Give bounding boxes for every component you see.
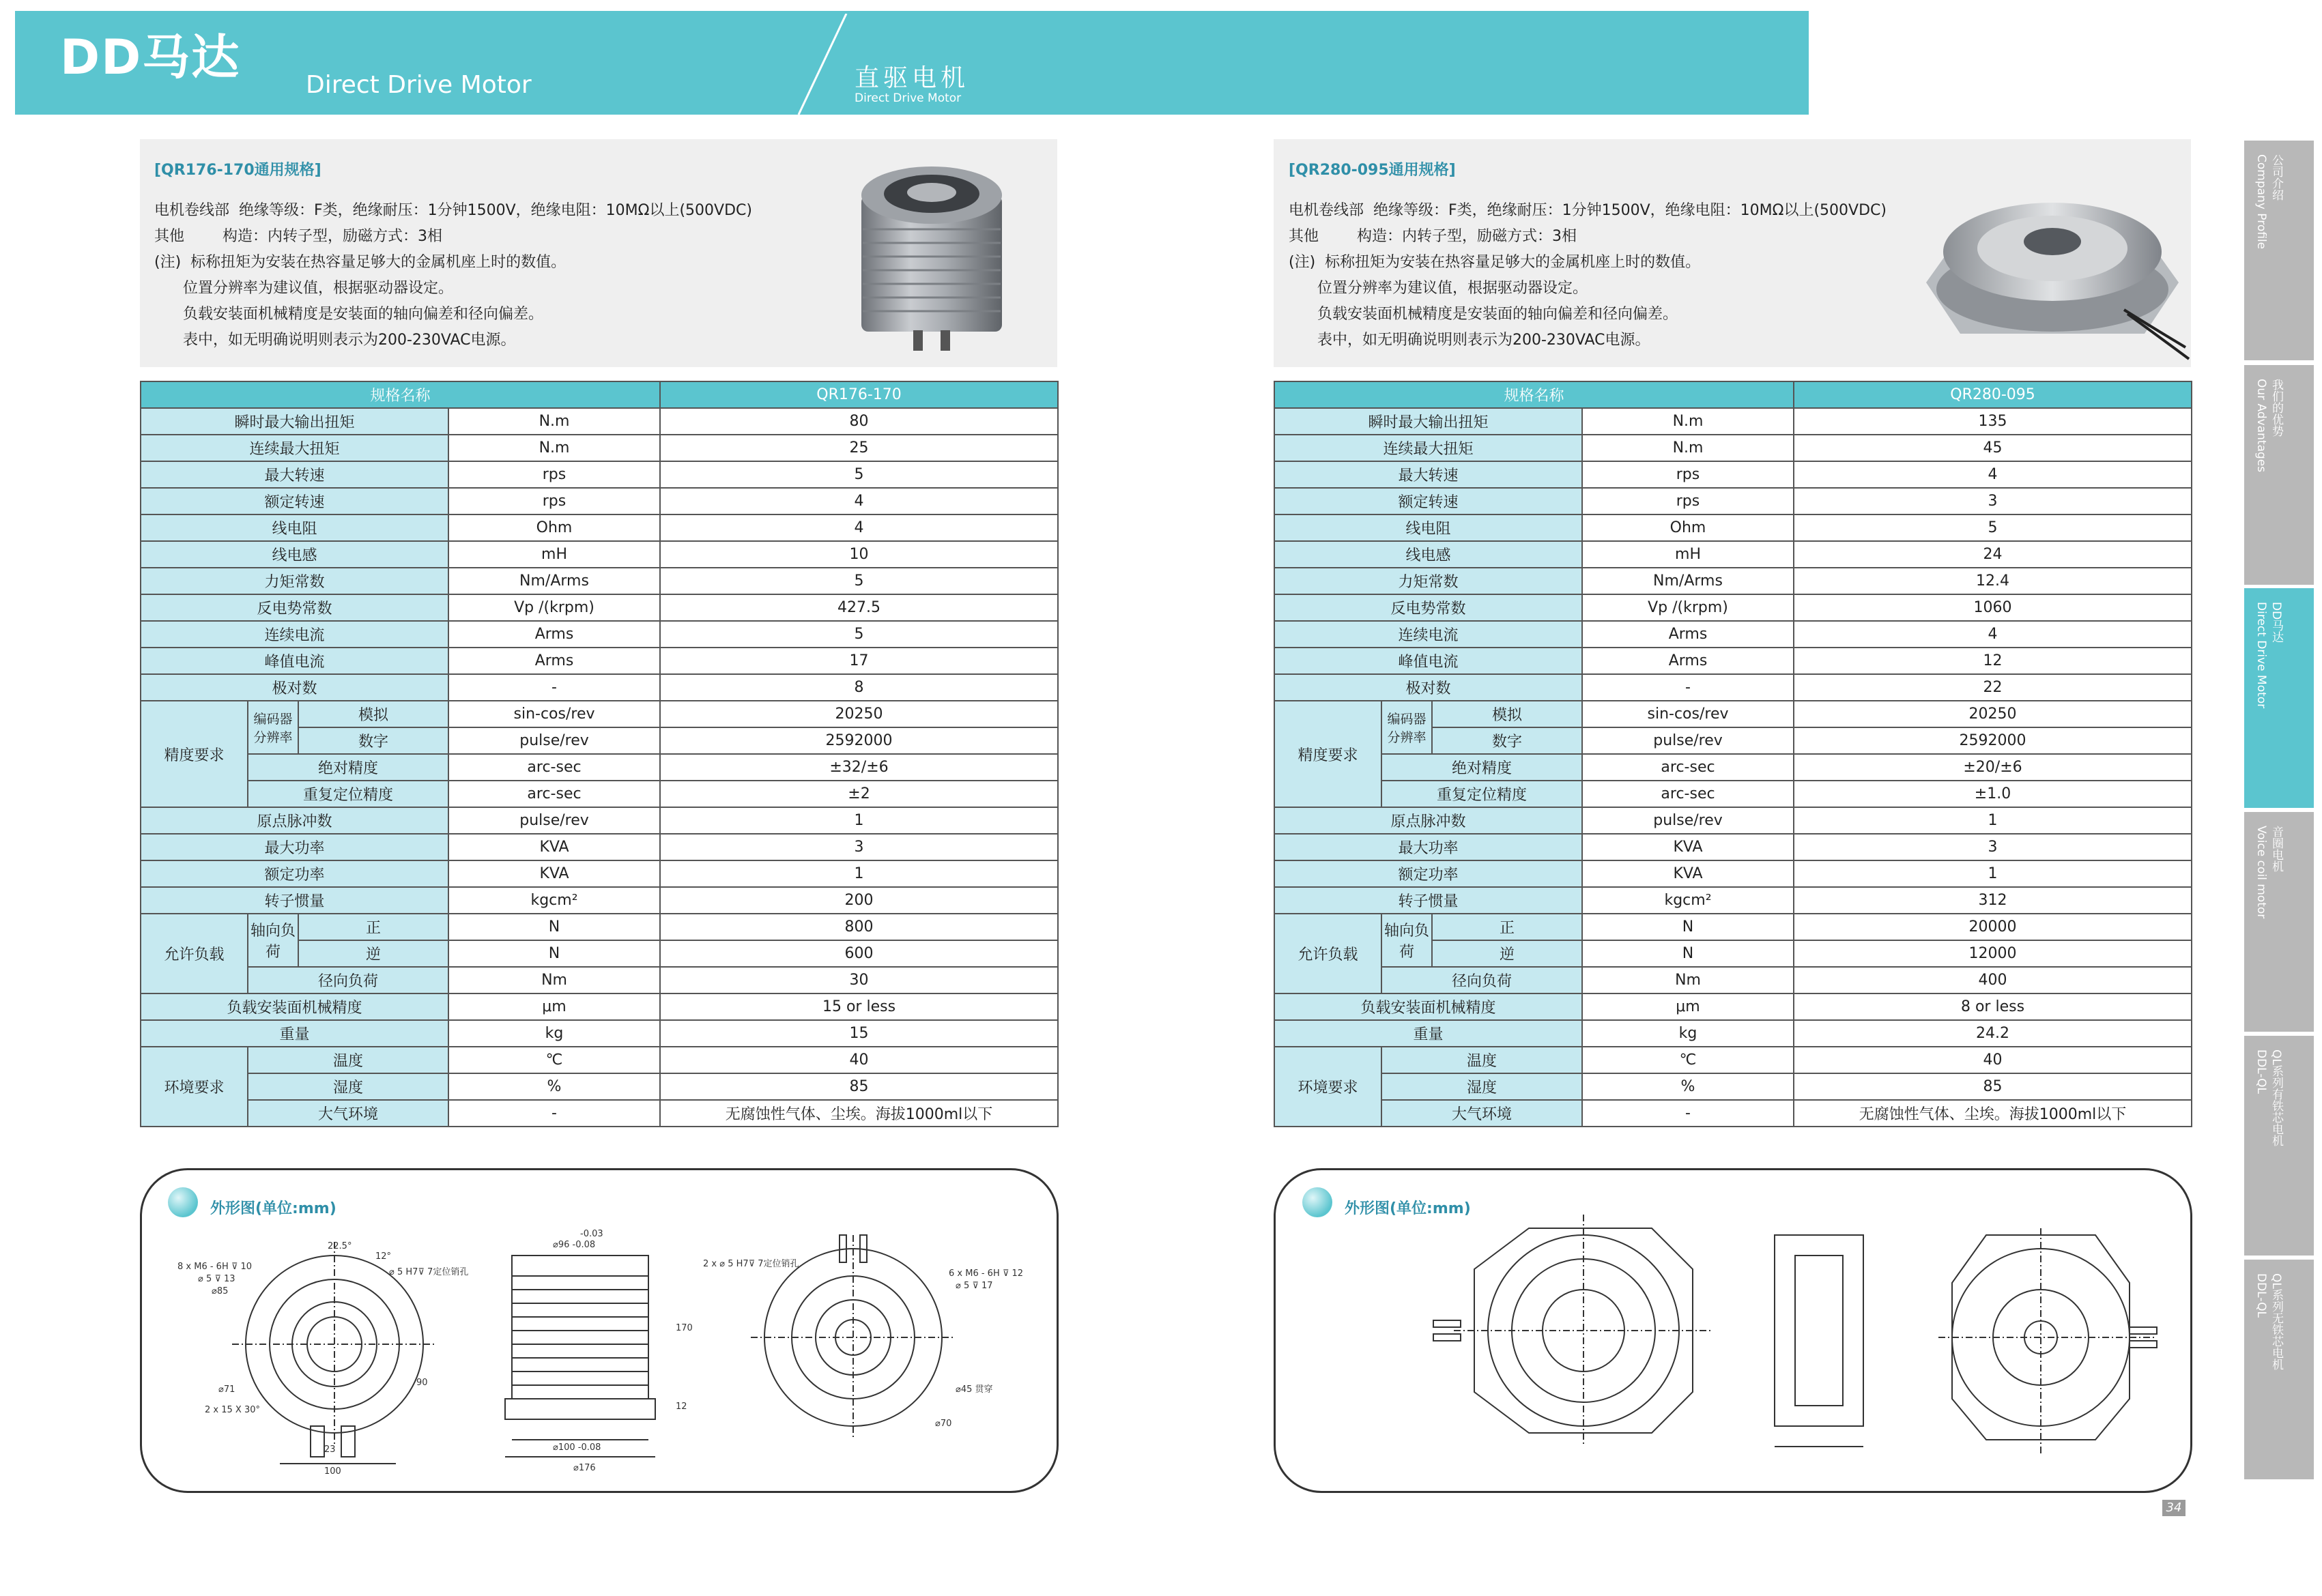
left-spec-title: [QR176-170通用规格]	[154, 162, 321, 179]
row-value: 400	[1794, 967, 2192, 993]
right-spec-notes	[1289, 198, 1887, 353]
row-value: 85	[660, 1073, 1058, 1100]
row-unit: arc-sec	[1582, 781, 1794, 807]
left-spec-table	[140, 381, 1059, 1127]
row-value: 25	[660, 435, 1058, 461]
row-unit: pulse/rev	[1582, 807, 1794, 834]
table-header-model: QR280-095	[1794, 381, 2192, 408]
row-label: 径向负荷	[1381, 967, 1582, 993]
row-unit: Arms	[448, 648, 660, 674]
dim-label: 170	[676, 1323, 693, 1333]
row-value: 4	[1794, 461, 2192, 488]
dim-label: 100	[324, 1466, 341, 1474]
row-label: 负载安装面机械精度	[1274, 993, 1582, 1020]
bubble-icon	[168, 1187, 198, 1217]
row-label: 大气环境	[248, 1100, 448, 1127]
row-value: ±32/±6	[660, 754, 1058, 781]
row-unit: μm	[448, 993, 660, 1020]
table-header-name: 规格名称	[141, 381, 660, 408]
row-unit: Nm/Arms	[448, 568, 660, 594]
row-value: 1	[1794, 807, 2192, 834]
dim-label: ⌀ 5 ⊽ 17	[956, 1281, 993, 1291]
row-label: 负载安装面机械精度	[141, 993, 448, 1020]
row-label: 峰值电流	[1274, 648, 1582, 674]
sub-group-label: 轴向负荷	[248, 914, 298, 967]
row-unit: kgcm²	[448, 887, 660, 914]
section-subtitle: Direct Drive Motor	[855, 91, 962, 105]
row-value: 45	[1794, 435, 2192, 461]
row-unit: Arms	[1582, 648, 1794, 674]
side-tab-our-advantages[interactable]	[2244, 365, 2314, 585]
row-value: 200	[660, 887, 1058, 914]
row-unit: arc-sec	[448, 781, 660, 807]
sub-group-label: 编码器分辨率	[248, 701, 298, 754]
row-label: 重量	[141, 1020, 448, 1047]
spec-line: 表中，如无明确说明则表示为200-230VAC电源。	[1289, 332, 1650, 349]
left-spec-notes	[154, 198, 752, 353]
spec-line: 负载安装面机械精度是安装面的轴向偏差和径向偏差。	[154, 306, 543, 323]
sub-group-label: 编码器分辨率	[1381, 701, 1432, 754]
row-unit: Arms	[448, 621, 660, 648]
row-value: 无腐蚀性气体、尘埃。海拔1000ml以下	[660, 1100, 1058, 1127]
sub-group-label: 轴向负荷	[1381, 914, 1432, 967]
row-unit: ℃	[1582, 1047, 1794, 1073]
side-tab-en: Direct Drive Motor	[2254, 602, 2268, 709]
row-value: 1060	[1794, 594, 2192, 621]
dim-label: 22.5°	[328, 1241, 352, 1251]
row-unit: kgcm²	[1582, 887, 1794, 914]
row-label: 重复定位精度	[1381, 781, 1582, 807]
row-label: 正	[1432, 914, 1582, 940]
row-label: 反电势常数	[1274, 594, 1582, 621]
left-drawing-label: 外形图(单位:mm)	[210, 1200, 336, 1217]
group-label: 环境要求	[141, 1047, 248, 1127]
side-tab-cn: QL系列无铁芯电机	[2269, 1273, 2283, 1370]
row-unit: Nm	[1582, 967, 1794, 993]
row-value: 12.4	[1794, 568, 2192, 594]
row-unit: rps	[1582, 488, 1794, 514]
row-label: 重复定位精度	[248, 781, 448, 807]
group-label: 精度要求	[141, 701, 248, 807]
dim-label: ⌀45 贯穿	[956, 1384, 993, 1395]
row-unit: kg	[448, 1020, 660, 1047]
row-label: 反电势常数	[141, 594, 448, 621]
section-title: 直驱电机	[855, 64, 970, 92]
row-unit: KVA	[1582, 834, 1794, 860]
row-unit: -	[448, 674, 660, 701]
row-label: 额定功率	[141, 860, 448, 887]
dim-label: 90	[416, 1378, 428, 1388]
row-value: 15	[660, 1020, 1058, 1047]
row-unit: Ohm	[1582, 514, 1794, 541]
row-value: 40	[660, 1047, 1058, 1073]
row-label: 模拟	[1432, 701, 1582, 727]
header-divider	[792, 14, 853, 116]
row-unit: -	[1582, 1100, 1794, 1127]
row-label: 逆	[1432, 940, 1582, 967]
dim-label: ⌀ 5 ⊽ 13	[198, 1274, 235, 1284]
row-label: 线电感	[141, 541, 448, 568]
row-value: 22	[1794, 674, 2192, 701]
side-tab-ddl-ql-iron[interactable]	[2244, 1036, 2314, 1256]
row-value: 4	[660, 514, 1058, 541]
dim-label: 8 x M6 - 6H ⊽ 10	[177, 1262, 253, 1272]
side-tab-cn: 我们的优势	[2269, 379, 2283, 437]
row-value: 85	[1794, 1073, 2192, 1100]
bubble-icon	[1302, 1187, 1332, 1217]
row-value: 312	[1794, 887, 2192, 914]
spec-line: 电机卷线部 绝缘等级：F类，绝缘耐压：1分钟1500V，绝缘电阻：10MΩ以上(500VDC)	[154, 202, 752, 219]
row-label: 力矩常数	[1274, 568, 1582, 594]
row-label: 连续最大扭矩	[141, 435, 448, 461]
dim-label: ⌀70	[935, 1419, 952, 1429]
right-spec-title: [QR280-095通用规格]	[1289, 162, 1456, 179]
spec-line: 负载安装面机械精度是安装面的轴向偏差和径向偏差。	[1289, 306, 1678, 323]
row-label: 正	[298, 914, 448, 940]
row-unit: N.m	[1582, 408, 1794, 435]
row-unit: mH	[1582, 541, 1794, 568]
spec-line: 位置分辨率为建议值，根据驱动器设定。	[154, 280, 453, 297]
row-unit: sin-cos/rev	[1582, 701, 1794, 727]
row-value: ±1.0	[1794, 781, 2192, 807]
row-unit: KVA	[1582, 860, 1794, 887]
row-value: 12000	[1794, 940, 2192, 967]
row-unit: kg	[1582, 1020, 1794, 1047]
row-value: 800	[660, 914, 1058, 940]
row-value: 2592000	[660, 727, 1058, 754]
row-unit: KVA	[448, 860, 660, 887]
left-technical-drawing	[171, 1221, 1031, 1474]
dim-label: 12	[676, 1402, 687, 1412]
group-label: 精度要求	[1274, 701, 1381, 807]
row-unit: pulse/rev	[448, 807, 660, 834]
side-tab-company-profile[interactable]	[2244, 141, 2314, 360]
table-header-name: 规格名称	[1274, 381, 1794, 408]
row-unit: N	[1582, 914, 1794, 940]
spec-line: 位置分辨率为建议值，根据驱动器设定。	[1289, 280, 1588, 297]
row-unit: Nm	[448, 967, 660, 993]
row-label: 线电感	[1274, 541, 1582, 568]
row-value: 2592000	[1794, 727, 2192, 754]
dim-label: ⌀100 -0.08	[553, 1442, 601, 1453]
group-label: 允许负载	[141, 914, 248, 993]
row-value: 20000	[1794, 914, 2192, 940]
row-label: 最大转速	[1274, 461, 1582, 488]
row-value: 5	[660, 621, 1058, 648]
side-tab-en: Our Advantages	[2254, 379, 2268, 473]
row-value: 20250	[660, 701, 1058, 727]
row-label: 最大转速	[141, 461, 448, 488]
row-value: 5	[1794, 514, 2192, 541]
dim-label: ⌀71	[218, 1384, 235, 1395]
spec-line: 电机卷线部 绝缘等级：F类，绝缘耐压：1分钟1500V，绝缘电阻：10MΩ以上(500VDC)	[1289, 202, 1887, 219]
row-value: 4	[1794, 621, 2192, 648]
row-label: 瞬时最大输出扭矩	[1274, 408, 1582, 435]
dim-label: 2 x ⌀ 5 H7⊽ 7定位销孔	[703, 1259, 799, 1269]
row-unit: Vp /(krpm)	[1582, 594, 1794, 621]
page-number: 34	[2162, 1500, 2185, 1516]
row-value: 12	[1794, 648, 2192, 674]
side-tab-direct-drive-motor[interactable]	[2244, 588, 2314, 808]
row-label: 线电阻	[141, 514, 448, 541]
row-value: ±20/±6	[1794, 754, 2192, 781]
row-unit: mH	[448, 541, 660, 568]
dim-label: -0.03	[580, 1229, 603, 1239]
row-unit: N	[448, 914, 660, 940]
row-label: 额定转速	[141, 488, 448, 514]
row-value: 1	[660, 807, 1058, 834]
row-value: 5	[660, 461, 1058, 488]
row-value: 4	[660, 488, 1058, 514]
table-header-model: QR176-170	[660, 381, 1058, 408]
dim-label: ⌀176	[573, 1463, 596, 1473]
page-subtitle: Direct Drive Motor	[306, 71, 532, 99]
row-value: 1	[1794, 860, 2192, 887]
row-label: 重量	[1274, 1020, 1582, 1047]
row-label: 逆	[298, 940, 448, 967]
row-value: 5	[660, 568, 1058, 594]
row-value: 40	[1794, 1047, 2192, 1073]
row-unit: μm	[1582, 993, 1794, 1020]
dim-label: ⌀85	[212, 1286, 229, 1296]
row-label: 绝对精度	[1381, 754, 1582, 781]
group-label: 环境要求	[1274, 1047, 1381, 1127]
side-tab-ddl-ql-ironless[interactable]	[2244, 1260, 2314, 1479]
row-value: ±2	[660, 781, 1058, 807]
row-label: 原点脉冲数	[1274, 807, 1582, 834]
row-label: 大气环境	[1381, 1100, 1582, 1127]
spec-line: 其他 构造：内转子型，励磁方式：3相	[154, 228, 442, 245]
row-value: 10	[660, 541, 1058, 568]
row-label: 绝对精度	[248, 754, 448, 781]
row-unit: rps	[448, 488, 660, 514]
row-label: 连续最大扭矩	[1274, 435, 1582, 461]
row-label: 线电阻	[1274, 514, 1582, 541]
row-unit: pulse/rev	[448, 727, 660, 754]
right-technical-drawing	[1392, 1201, 2170, 1474]
row-label: 转子惯量	[1274, 887, 1582, 914]
row-unit: sin-cos/rev	[448, 701, 660, 727]
row-label: 数字	[1432, 727, 1582, 754]
row-value: 15 or less	[660, 993, 1058, 1020]
row-label: 数字	[298, 727, 448, 754]
row-value: 无腐蚀性气体、尘埃。海拔1000ml以下	[1794, 1100, 2192, 1127]
row-label: 连续电流	[141, 621, 448, 648]
row-unit: arc-sec	[1582, 754, 1794, 781]
row-label: 瞬时最大输出扭矩	[141, 408, 448, 435]
row-unit: pulse/rev	[1582, 727, 1794, 754]
motor-photo-qr176	[853, 154, 1010, 359]
dim-label: 6 x M6 - 6H ⊽ 12	[949, 1268, 1024, 1279]
side-tab-en: Voice coil motor	[2254, 826, 2268, 919]
row-unit: rps	[448, 461, 660, 488]
row-value: 3	[660, 834, 1058, 860]
row-label: 最大功率	[1274, 834, 1582, 860]
row-label: 湿度	[248, 1073, 448, 1100]
row-label: 转子惯量	[141, 887, 448, 914]
side-tab-cn: DD马达	[2269, 602, 2283, 643]
row-value: 80	[660, 408, 1058, 435]
dim-label: 23	[324, 1445, 336, 1455]
row-value: 30	[660, 967, 1058, 993]
row-label: 最大功率	[141, 834, 448, 860]
row-value: 1	[660, 860, 1058, 887]
row-label: 额定功率	[1274, 860, 1582, 887]
group-label: 允许负载	[1274, 914, 1381, 993]
row-unit: arc-sec	[448, 754, 660, 781]
row-label: 径向负荷	[248, 967, 448, 993]
row-label: 极对数	[141, 674, 448, 701]
side-tab-en: DDL-QL	[2254, 1273, 2268, 1318]
dim-label: 12°	[375, 1251, 392, 1262]
row-unit: N.m	[448, 408, 660, 435]
row-label: 峰值电流	[141, 648, 448, 674]
row-unit: N.m	[1582, 435, 1794, 461]
motor-photo-qr280	[1919, 180, 2192, 364]
side-tab-cn: QL系列有铁芯电机	[2269, 1049, 2283, 1146]
side-tab-en: Company Profile	[2254, 154, 2268, 250]
side-tab-voice-coil-motor[interactable]	[2244, 812, 2314, 1032]
dim-label: ⌀ 5 H7⊽ 7定位销孔	[389, 1267, 469, 1277]
row-value: 427.5	[660, 594, 1058, 621]
row-label: 原点脉冲数	[141, 807, 448, 834]
row-label: 模拟	[298, 701, 448, 727]
side-tab-en: DDL-QL	[2254, 1049, 2268, 1094]
row-label: 额定转速	[1274, 488, 1582, 514]
spec-line: 其他 构造：内转子型，励磁方式：3相	[1289, 228, 1577, 245]
row-value: 20250	[1794, 701, 2192, 727]
row-value: 3	[1794, 488, 2192, 514]
row-value: 600	[660, 940, 1058, 967]
row-unit: -	[1582, 674, 1794, 701]
row-unit: ℃	[448, 1047, 660, 1073]
row-unit: Nm/Arms	[1582, 568, 1794, 594]
row-unit: Arms	[1582, 621, 1794, 648]
dim-label: 2 x 15 X 30°	[205, 1405, 260, 1415]
row-unit: N	[448, 940, 660, 967]
side-tab-cn: 公司介绍	[2269, 154, 2283, 201]
row-unit: Ohm	[448, 514, 660, 541]
row-unit: KVA	[448, 834, 660, 860]
row-unit: %	[448, 1073, 660, 1100]
row-unit: -	[448, 1100, 660, 1127]
row-label: 温度	[1381, 1047, 1582, 1073]
row-label: 温度	[248, 1047, 448, 1073]
spec-line: (注) 标称扭矩为安装在热容量足够大的金属机座上时的数值。	[154, 254, 567, 271]
row-unit: rps	[1582, 461, 1794, 488]
row-value: 8	[660, 674, 1058, 701]
row-value: 3	[1794, 834, 2192, 860]
row-value: 8 or less	[1794, 993, 2192, 1020]
row-value: 24	[1794, 541, 2192, 568]
row-label: 连续电流	[1274, 621, 1582, 648]
row-unit: %	[1582, 1073, 1794, 1100]
row-label: 力矩常数	[141, 568, 448, 594]
spec-line: 表中，如无明确说明则表示为200-230VAC电源。	[154, 332, 516, 349]
page-title: DD马达	[60, 29, 241, 85]
right-spec-table	[1274, 381, 2192, 1127]
right-drawing-label: 外形图(单位:mm)	[1345, 1200, 1471, 1217]
row-label: 湿度	[1381, 1073, 1582, 1100]
row-unit: Vp /(krpm)	[448, 594, 660, 621]
row-unit: N.m	[448, 435, 660, 461]
side-tab-cn: 音圈电机	[2269, 826, 2283, 872]
dim-label: ⌀96 -0.08	[553, 1240, 596, 1250]
row-value: 24.2	[1794, 1020, 2192, 1047]
row-unit: N	[1582, 940, 1794, 967]
spec-line: (注) 标称扭矩为安装在热容量足够大的金属机座上时的数值。	[1289, 254, 1701, 271]
row-value: 17	[660, 648, 1058, 674]
row-value: 135	[1794, 408, 2192, 435]
row-label: 极对数	[1274, 674, 1582, 701]
